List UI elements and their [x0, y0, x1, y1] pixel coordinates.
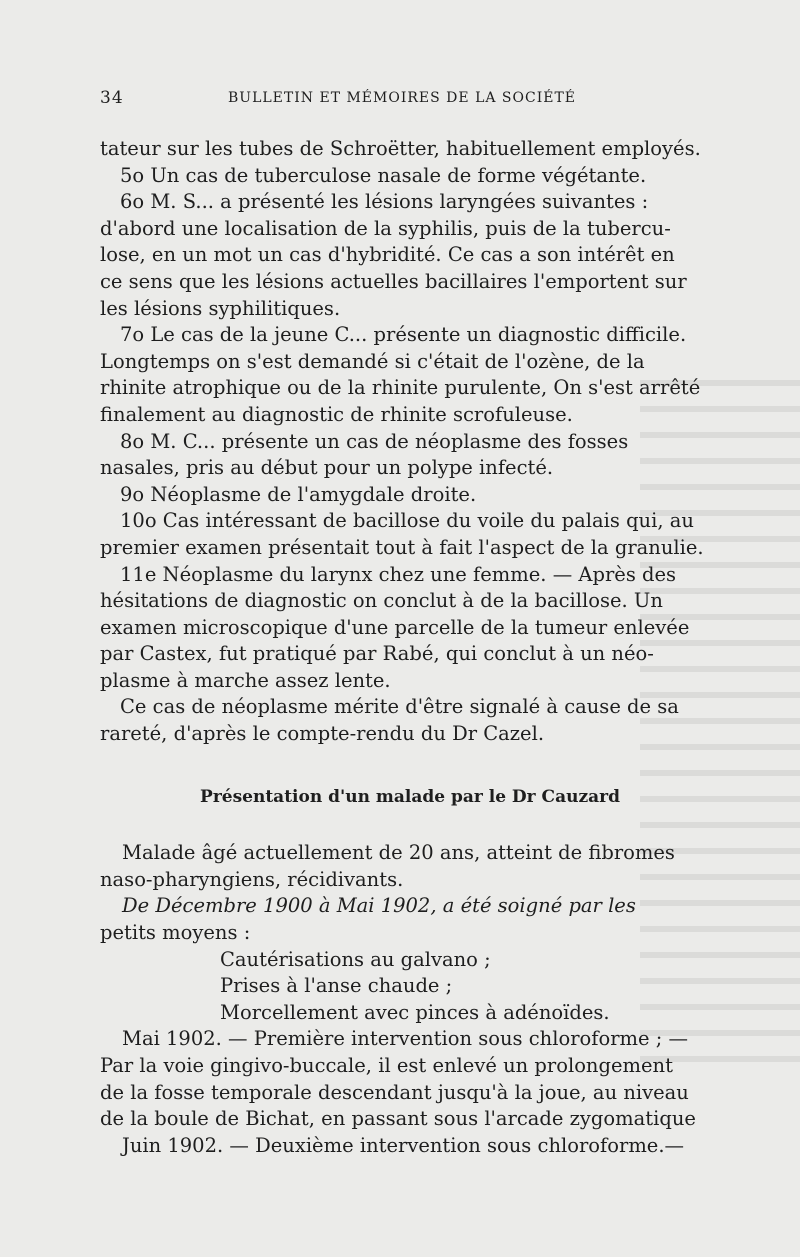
text-line: naso-pharyngiens, récidivants. [100, 867, 404, 891]
list-item: Morcellement avec pinces à adénoïdes. [220, 1000, 610, 1024]
text-line: 11e Néoplasme du larynx chez une femme. — Après des [120, 562, 677, 586]
text-line: les lésions syphilitiques. [100, 296, 341, 320]
text-line: 6o M. S... a présenté les lésions laryngées suivantes : [120, 190, 649, 214]
text-line: plasme à marche assez lente. [100, 668, 391, 692]
section-title: Présentation d'un malade par le Dr Cauzard [200, 786, 620, 807]
list-item: Cautérisations au galvano ; [220, 947, 491, 971]
text-line: 8o M. C... présente un cas de néoplasme des fosses [120, 429, 629, 453]
text-line: Longtemps on s'est demandé si c'était de l'ozène, de la [100, 349, 645, 373]
text-line: finalement au diagnostic de rhinite scrofuleuse. [100, 402, 573, 426]
text-line: 7o Le cas de la jeune C... présente un diagnostic difficile. [120, 323, 687, 347]
text-line: 10o Cas intéressant de bacillose du voile du palais qui, au [120, 509, 694, 533]
text-line: de la boule de Bichat, en passant sous l'arcade zygomatique [100, 1107, 696, 1131]
text-line: Malade âgé actuellement de 20 ans, atteint de fibromes [122, 841, 675, 865]
text-line: rareté, d'après le compte-rendu du Dr Cazel. [100, 722, 545, 746]
text-line: Par la voie gingivo-buccale, il est enlevé un prolongement [100, 1054, 673, 1077]
text-line: d'abord une localisation de la syphilis, puis de la tubercu- [100, 216, 671, 240]
text-line: nasales, pris au début pour un polype infecté. [100, 456, 554, 480]
text-line: ce sens que les lésions actuelles bacillaires l'emportent sur [100, 269, 687, 293]
text-line: De Décembre 1900 à Mai 1902, a été soigné par les [122, 894, 636, 918]
text-line: petits moyens : [100, 921, 251, 945]
text-line: tateur sur les tubes de Schroëtter, habituellement employés. [100, 137, 701, 160]
text-line: 5o Un cas de tuberculose nasale de forme végétante. [120, 163, 647, 187]
text-line: 9o Néoplasme de l'amygdale droite. [120, 482, 477, 506]
header-title: BULLETIN ET MÉMOIRES DE LA SOCIÉTÉ [228, 90, 577, 106]
text-line: premier examen présentait tout à fait l'aspect de la granulie. [100, 535, 704, 559]
text-line: rhinite atrophique ou de la rhinite purulente, On s'est arrêté [100, 376, 701, 400]
list-item: Prises à l'anse chaude ; [220, 974, 453, 998]
text-line: lose, en un mot un cas d'hybridité. Ce cas a son intérêt en [100, 243, 675, 267]
page-number: 34 [100, 88, 124, 108]
text-line: Ce cas de néoplasme mérite d'être signalé à cause de sa [120, 695, 679, 719]
text-line: Mai 1902. — Première intervention sous chloroforme ; — [122, 1027, 689, 1051]
text-line: de la fosse temporale descendant jusqu'à la joue, au niveau [100, 1080, 689, 1104]
text-line: examen microscopique d'une parcelle de la tumeur enlevée [100, 615, 690, 639]
page-body [100, 136, 720, 1159]
text-line: hésitations de diagnostic on conclut à de la bacillose. Un [100, 589, 663, 613]
text-line: Juin 1902. — Deuxième intervention sous chloroforme.— [122, 1133, 685, 1157]
text-line: par Castex, fut pratiqué par Rabé, qui conclut à un néo- [100, 642, 654, 666]
